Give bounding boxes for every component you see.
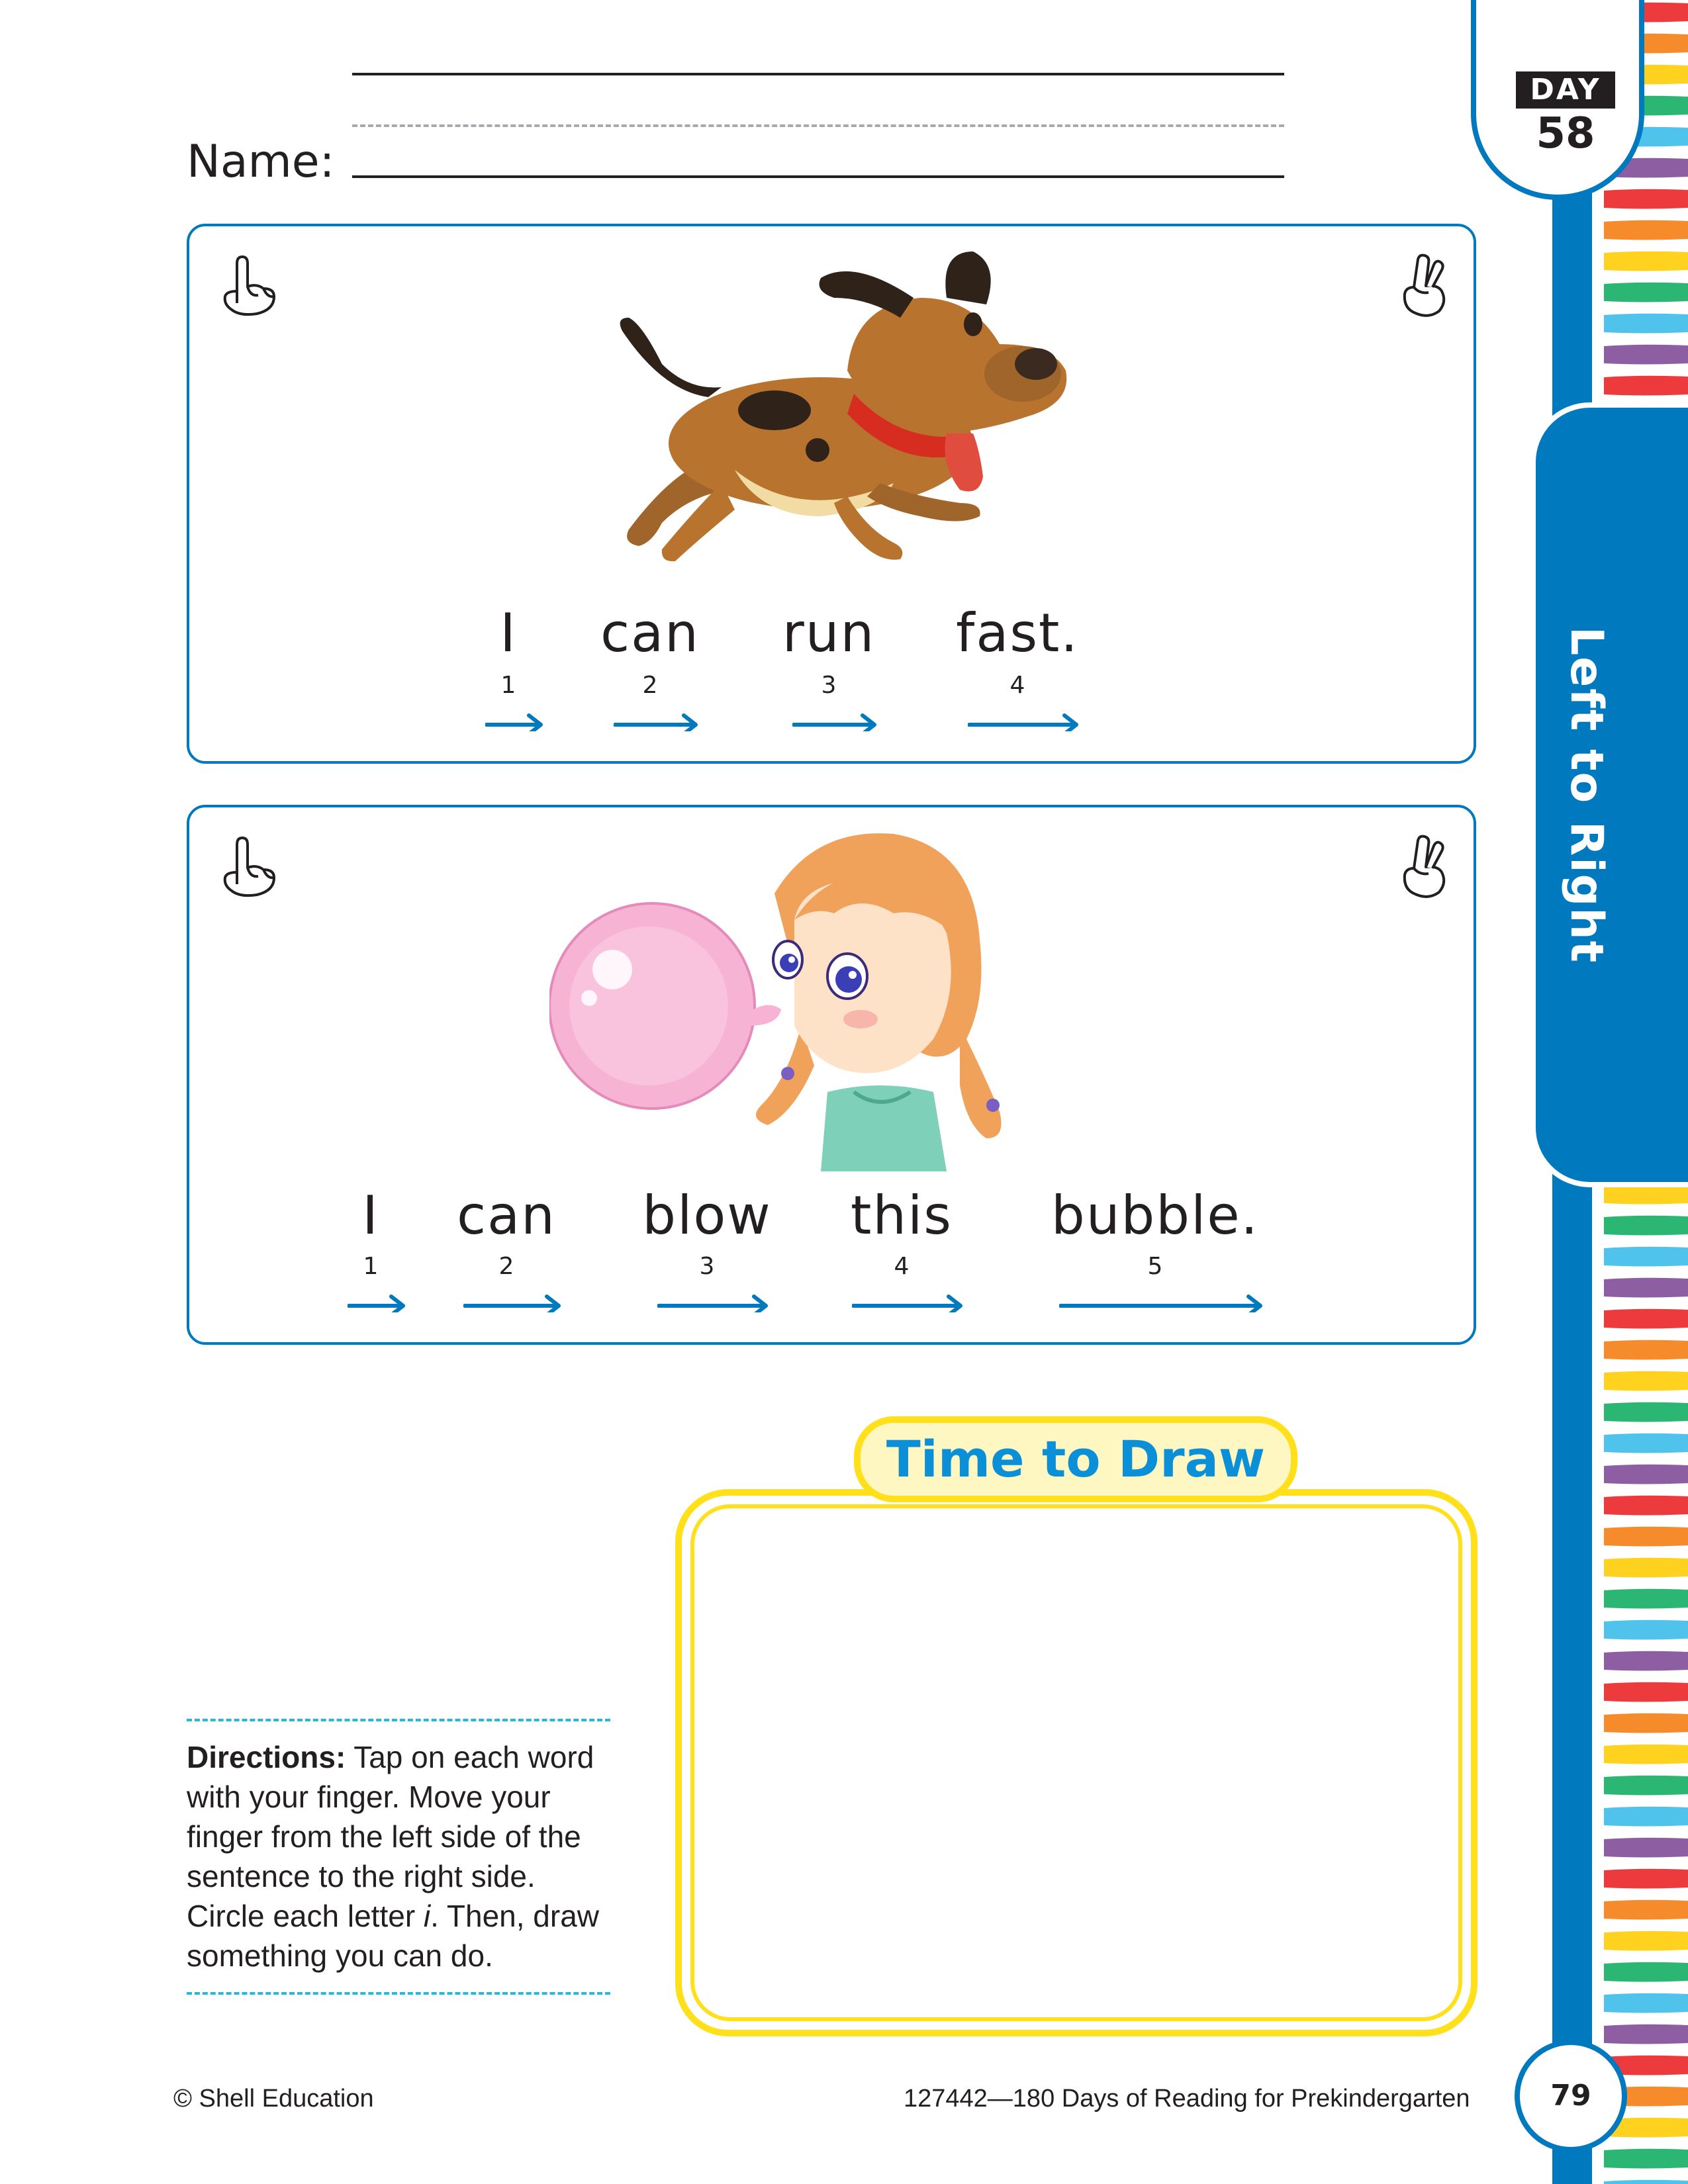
color-stripe <box>1604 1340 1688 1360</box>
sentence-word[interactable]: this <box>851 1185 953 1246</box>
color-stripe <box>1604 1651 1688 1671</box>
crossed-fingers-icon <box>1389 250 1462 323</box>
page-number: 79 <box>1550 2079 1591 2113</box>
sentence-word[interactable]: I <box>362 1185 379 1246</box>
color-stripe <box>1604 1807 1688 1827</box>
color-stripe <box>1604 1838 1688 1858</box>
color-stripe <box>1604 314 1688 334</box>
sentence-word[interactable]: can <box>600 602 700 664</box>
right-arrow-icon <box>657 1293 770 1312</box>
color-stripe <box>1604 1745 1688 1764</box>
right-arrow-icon <box>463 1293 563 1312</box>
directions-label: Directions: <box>187 1740 346 1774</box>
color-stripe <box>1604 1993 1688 2013</box>
footer-copyright: © Shell Education <box>173 2085 374 2113</box>
sentence-word[interactable]: can <box>457 1185 556 1246</box>
girl-bubble-illustration <box>549 827 1053 1171</box>
name-input-line[interactable] <box>352 175 1284 178</box>
skill-tab-title: Left to Right <box>1560 626 1613 964</box>
word-number: 2 <box>642 672 658 699</box>
color-stripe <box>1604 1931 1688 1951</box>
color-stripe <box>1604 1558 1688 1578</box>
pointing-hand-icon <box>211 831 283 904</box>
footer-book-title: 127442—180 Days of Reading for Prekindergarten <box>904 2085 1470 2113</box>
right-arrow-icon <box>348 1293 407 1312</box>
draw-title: Time to Draw <box>886 1430 1266 1488</box>
color-stripe <box>1604 1185 1688 1205</box>
color-stripe <box>1604 345 1688 365</box>
day-label: DAY <box>1516 71 1615 109</box>
word-number: 1 <box>500 672 516 699</box>
color-stripe <box>1604 1247 1688 1267</box>
directions-letter: i <box>423 1899 431 1933</box>
word-number: 1 <box>363 1253 379 1280</box>
pointing-hand-icon <box>211 250 283 323</box>
right-arrow-icon <box>1059 1293 1264 1312</box>
color-stripe <box>1604 376 1688 396</box>
color-stripe <box>1604 1527 1688 1547</box>
word-number: 3 <box>699 1253 715 1280</box>
color-stripe <box>1604 1402 1688 1422</box>
color-stripe <box>1604 1620 1688 1640</box>
right-arrow-icon <box>485 711 545 731</box>
word-number: 3 <box>821 672 837 699</box>
color-stripe <box>1604 1278 1688 1298</box>
color-stripe <box>1604 1682 1688 1702</box>
skill-tab-title-wrap <box>1530 402 1643 1187</box>
crossed-fingers-icon <box>1389 831 1462 904</box>
directions-top-rule <box>187 1719 610 1721</box>
sentence-word[interactable]: bubble. <box>1051 1185 1259 1246</box>
color-stripe <box>1604 220 1688 240</box>
directions-body-2: . Then, draw something you can do. <box>187 1899 599 1973</box>
word-number: 2 <box>498 1253 514 1280</box>
sentence-word[interactable]: run <box>782 602 876 664</box>
right-arrow-icon <box>792 711 878 731</box>
right-arrow-icon <box>852 1293 964 1312</box>
name-label: Name: <box>187 136 335 188</box>
color-stripe <box>1604 283 1688 302</box>
word-number: 4 <box>894 1253 910 1280</box>
sentence-word[interactable]: fast. <box>956 602 1079 664</box>
directions-bottom-rule <box>187 1992 610 1995</box>
sentence-word[interactable]: I <box>500 602 517 664</box>
color-stripe <box>1604 1776 1688 1796</box>
color-stripe <box>1604 1371 1688 1391</box>
running-dog-illustration <box>602 245 1079 576</box>
right-arrow-icon <box>614 711 700 731</box>
word-number: 4 <box>1009 672 1025 699</box>
name-line-dashed <box>352 124 1284 127</box>
color-stripe <box>1604 1589 1688 1609</box>
day-number: 58 <box>1536 109 1595 158</box>
color-stripe <box>1604 1216 1688 1236</box>
right-arrow-icon <box>968 711 1080 731</box>
color-stripe <box>1604 1433 1688 1453</box>
directions-body-1: Tap on each word with your finger. Move your finger from the left side of the sentence to the right side. Circle each letter <box>187 1740 594 1933</box>
color-stripe <box>1604 1465 1688 1484</box>
color-stripe <box>1604 251 1688 271</box>
color-stripe <box>1604 1713 1688 1733</box>
color-stripe <box>1604 1869 1688 1889</box>
color-stripe <box>1604 1962 1688 1982</box>
name-line-top <box>352 73 1284 75</box>
word-number: 5 <box>1147 1253 1163 1280</box>
color-stripe <box>1604 1900 1688 1920</box>
drawing-area[interactable] <box>690 1504 1462 2021</box>
directions-text <box>187 1737 617 1976</box>
color-stripe <box>1604 2180 1688 2184</box>
color-stripe <box>1604 1309 1688 1329</box>
color-stripe <box>1604 1496 1688 1516</box>
color-stripe <box>1604 189 1688 209</box>
sentence-word[interactable]: blow <box>642 1185 772 1246</box>
